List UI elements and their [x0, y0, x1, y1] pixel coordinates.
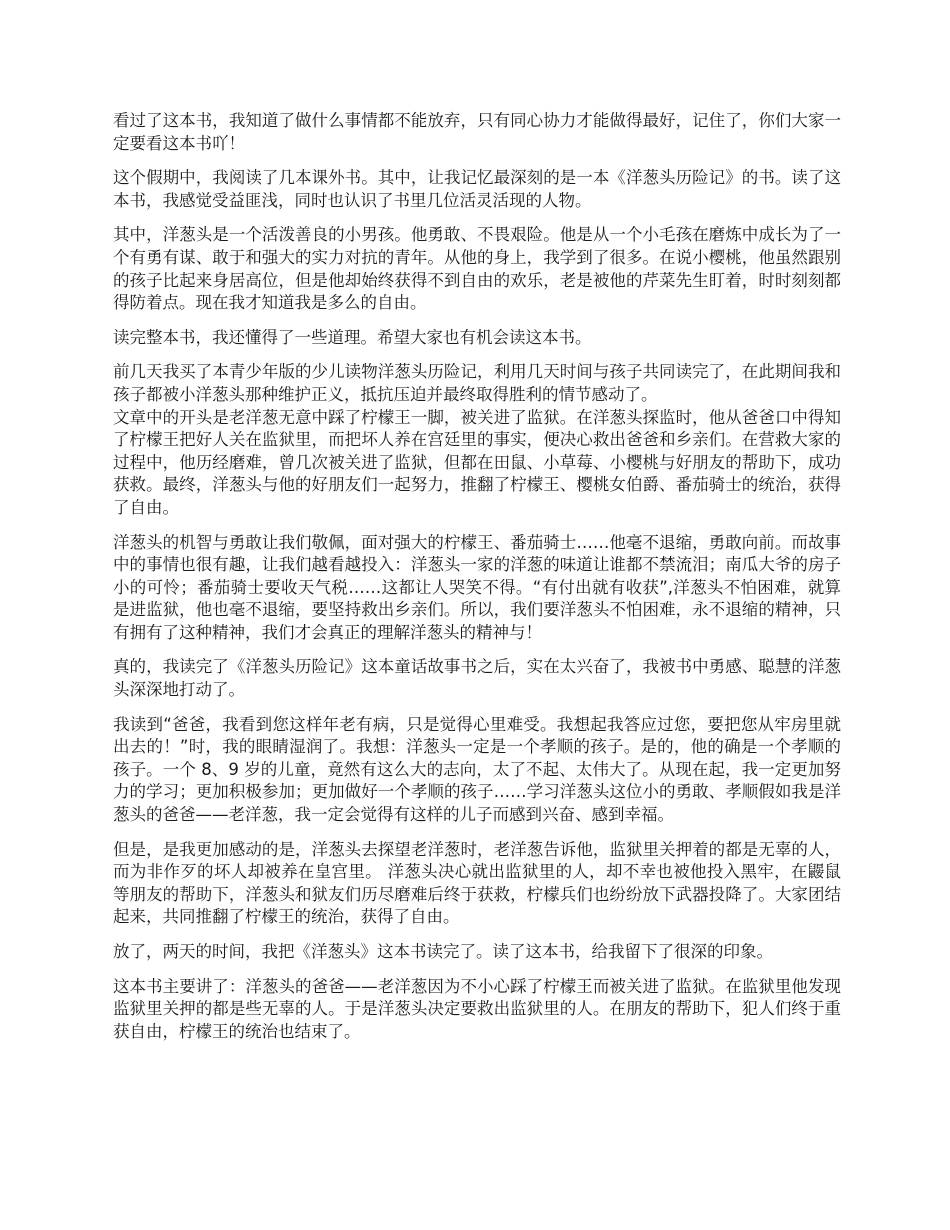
paragraph-3: 其中，洋葱头是一个活泼善良的小男孩。他勇敢、不畏艰险。他是从一个小毛孩在磨炼中成长为了一个有勇有谋、敢于和强大的实力对抗的青年。从他的身上，我学到了很多。在说小樱桃，他虽然跟别的孩子比起来身居高位，但是他却始终获得不到自由的欢乐，老是被他的芹菜先生盯着，时时刻刻都得防着点。现在我才知道我是多么的自由。 — [113, 225, 841, 313]
paragraph-5: 前几天我买了本青少年版的少儿读物洋葱头历险记，利用几天时间与孩子共同读完了，在此期间我和孩子都被小洋葱头那种维护正义，抵抗压迫并最终取得胜利的情节感动了。 — [113, 362, 841, 404]
paragraph-1: 看过了这本书，我知道了做什么事情都不能放弃，只有同心协力才能做得最好，记住了，你们大家一定要看这本书吖！ — [113, 111, 841, 153]
document-page — [113, 110, 841, 1055]
paragraph-12: 这本书主要讲了：洋葱头的爸爸——老洋葱因为不小心踩了柠檬王而被关进了监狱。在监狱里他发现监狱里关押的都是些无辜的人。于是洋葱头决定要救出监狱里的人。在朋友的帮助下，犯人们终于重获自由，柠檬王的统治也结束了。 — [113, 976, 841, 1041]
paragraph-11: 放了，两天的时间，我把《洋葱头》这本书读完了。读了这本书，给我留下了很深的印象。 — [113, 942, 773, 961]
paragraph-7: 洋葱头的机智与勇敢让我们敬佩，面对强大的柠檬王、番茄骑士……他毫不退缩，勇敢向前。而故事中的事情也很有趣，让我们越看越投入：洋葱头一家的洋葱的味道让谁都不禁流泪；南瓜大爷的房子小的可怜；番茄骑士要收天气税……这都让人哭笑不得。“有付出就有收获”,洋葱头不怕困难，就算是进监狱，他也毫不退缩，要坚持救出乡亲们。所以，我们要洋葱头不怕困难，永不退缩的精神，只有拥有了这种精神，我们才会真正的理解洋葱头的精神与！ — [113, 532, 841, 642]
paragraph-2: 这个假期中，我阅读了几本课外书。其中，让我记忆最深刻的是一本《洋葱头历险记》的书。读了这本书，我感觉受益匪浅，同时也认识了书里几位活灵活现的人物。 — [113, 168, 841, 210]
paragraph-4: 读完整本书，我还懂得了一些道理。希望大家也有机会读这本书。 — [113, 327, 592, 347]
paragraph-10: 但是，是我更加感动的是，洋葱头去探望老洋葱时，老洋葱告诉他，监狱里关押着的都是无辜的人，而为非作歹的坏人却被养在皇宫里。 洋葱头决心就出监狱里的人，却不幸也被他投入黑牢，在鼹鼠等朋友的帮助下，洋葱头和狱友们历尽磨难后终于获救，柠檬兵们也纷纷放下武器投降了。大家团结起来，共同推翻了柠檬王的统治，获得了自由。 — [113, 839, 841, 927]
paragraph-6: 文章中的开头是老洋葱无意中踩了柠檬王一脚，被关进了监狱。在洋葱头探监时，他从爸爸口中得知了柠檬王把好人关在监狱里，而把坏人养在宫廷里的事实，便决心救出爸爸和乡亲们。在营救大家的过程中，他历经磨难，曾几次被关进了监狱，但都在田鼠、小草莓、小樱桃与好朋友的帮助下，成功获救。最终，洋葱头与他的好朋友们一起努力，推翻了柠檬王、樱桃女伯爵、番茄骑士的统治，获得了自由。 — [113, 407, 841, 517]
paragraph-9: 我读到“爸爸，我看到您这样年老有病，只是觉得心里难受。我想起我答应过您，要把您从牢房里就出去的！”时，我的眼睛湿润了。我想：洋葱头一定是一个孝顺的孩子。是的，他的确是一个孝顺的孩子。一个 8、9 岁的儿童，竟然有这么大的志向，太了不起、太伟大了。从现在起，我一定更加努力的学习；更加积极参加；更加做好一个孝顺的孩子……学习洋葱头这位小的勇敢、孝顺假如我是洋葱头的爸爸——老洋葱，我一定会觉得有这样的儿子而感到兴奋、感到幸福。 — [113, 714, 841, 825]
paragraph-8: 真的，我读完了《洋葱头历险记》这本童话故事书之后，实在太兴奋了，我被书中勇感、聪慧的洋葱头深深地打动了。 — [113, 657, 841, 700]
